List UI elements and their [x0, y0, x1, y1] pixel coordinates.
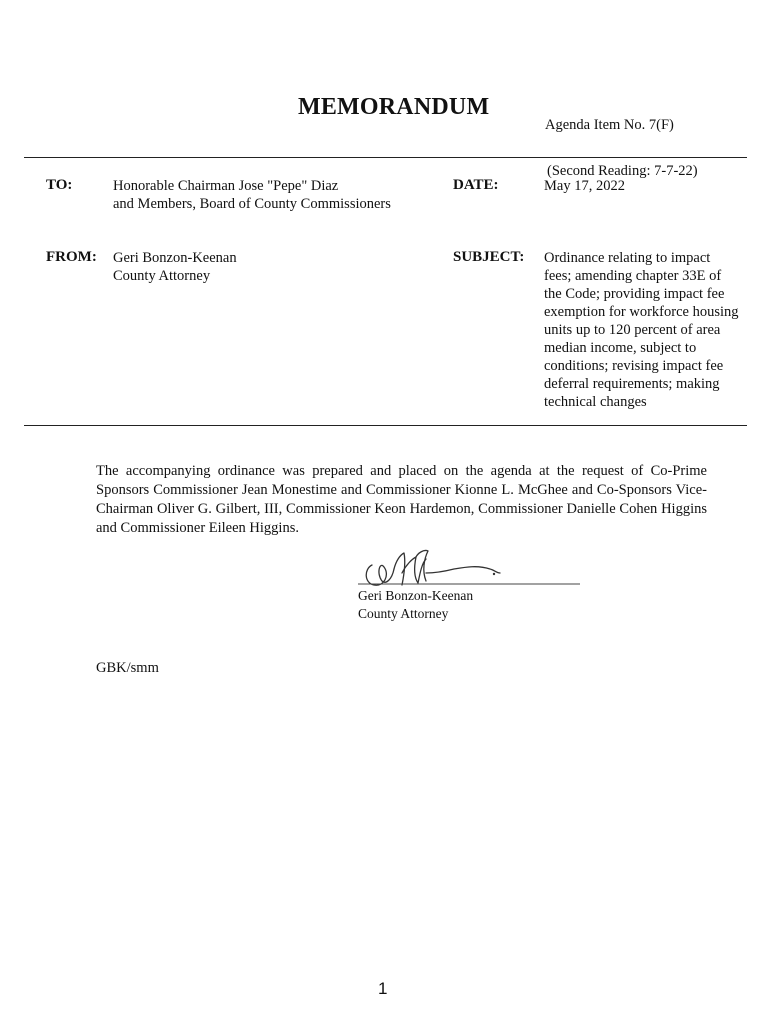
subject-line: fees; amending chapter 33E of [544, 268, 722, 284]
subject-line: conditions; revising impact fee [544, 358, 724, 374]
subject-text [544, 249, 749, 411]
handwritten-signature [354, 543, 584, 591]
subject-line: technical changes [544, 394, 647, 410]
second-reading-note: (Second Reading: 7-7-22) [547, 163, 698, 179]
from-label: FROM: [46, 249, 97, 265]
signer-title: County Attorney [358, 606, 449, 621]
to-recipient [113, 177, 391, 213]
to-line-2: and Members, Board of County Commissioners [113, 196, 391, 212]
signer-name: Geri Bonzon-Keenan [358, 588, 474, 603]
body-divider [24, 425, 747, 426]
body-paragraph: The accompanying ordinance was prepared and placed on the agenda at the request of Co-Prime Sponsors Commissioner Jean Monestime and Commissioner Kionne L. McGhee and Co-Sponsors Vice-Chairman Oliver G. Gilbert, III, Commissioner Keon Hardemon, Commissioner Danielle Cohen Higgins and Commissioner Eileen Higgins. [96, 463, 707, 536]
from-line-1: Geri Bonzon-Keenan [113, 250, 237, 266]
date-label: DATE: [453, 177, 499, 193]
subject-line: exemption for workforce housing [544, 304, 739, 320]
to-line-1: Honorable Chairman Jose "Pepe" Diaz [113, 178, 339, 194]
subject-line: median income, subject to [544, 340, 697, 356]
page-number: 1 [378, 979, 388, 998]
subject-line: deferral requirements; making [544, 376, 720, 392]
subject-line: the Code; providing impact fee [544, 286, 725, 302]
from-line-2: County Attorney [113, 268, 211, 284]
subject-label: SUBJECT: [453, 249, 525, 265]
signature-block [358, 587, 473, 623]
memo-title: MEMORANDUM [298, 94, 490, 120]
agenda-item-number: Agenda Item No. 7(F) [545, 117, 674, 133]
typist-initials: GBK/smm [96, 660, 159, 676]
to-label: TO: [46, 177, 73, 193]
subject-line: Ordinance relating to impact [544, 250, 711, 266]
header-divider [24, 157, 747, 158]
subject-line: units up to 120 percent of area [544, 322, 721, 338]
from-sender [113, 249, 237, 285]
date-value: May 17, 2022 [544, 178, 625, 194]
